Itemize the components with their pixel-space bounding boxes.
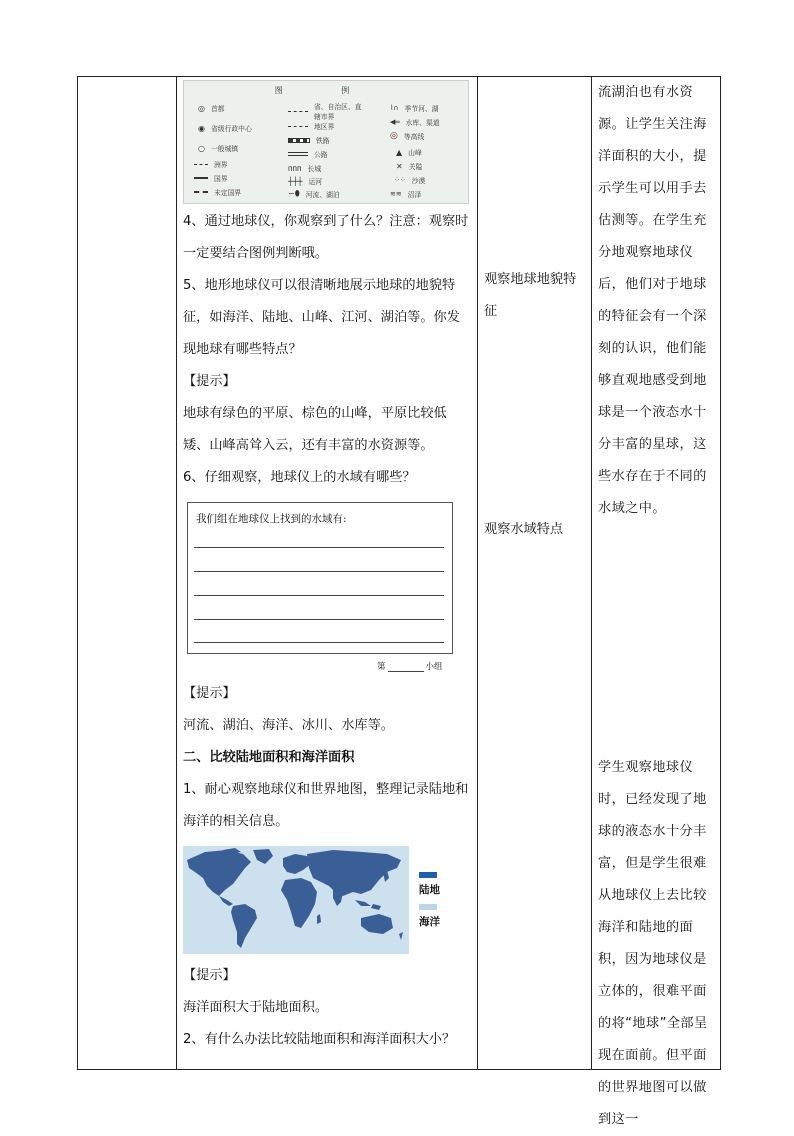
hint-text: 地球有绿色的平原、棕色的山峰，平原比较低矮、山峰高耸入云，还有丰富的水资源等。 (183, 406, 447, 453)
question-1: 1、耐心观察地球仪和世界地图，整理记录陆地和海洋的相关信息。 (183, 782, 469, 829)
legend-item: ┼┼┼ 运河 (288, 176, 323, 186)
design-intent-text-2: 学生观察地球仪时，已经发现了地球的液态水十分丰富，但是学生很难从地球仪上去比较海洋和陆地的面积，因为地球仪是立体的，很难平面的将“地球”全部呈现在面前。但平面的世界地图可以做到这一 (598, 760, 708, 1127)
worksheet-title: 我们组在地球仪上找到的水域有: (196, 513, 347, 525)
ocean-swatch (419, 904, 437, 910)
map-key-ocean: 海洋 (419, 916, 440, 928)
legend-item: 公路 (288, 149, 328, 159)
legend-item: 国界 (194, 173, 228, 183)
group-number-label: 第 小组 (377, 662, 443, 672)
blank-column-cell (78, 77, 177, 1070)
world-map-image (183, 846, 409, 954)
worksheet-image (187, 502, 453, 654)
blank-line (194, 642, 444, 643)
hint-text: 海洋面积大于陆地面积。 (183, 1000, 329, 1015)
design-intent-cell (592, 77, 721, 1127)
legend-item: ⌇∩ 季节河、湖 (390, 104, 439, 113)
legend-item: ◀═ 水库、渠道 (390, 118, 440, 127)
teaching-process-cell (177, 77, 478, 1070)
map-legend-image (183, 80, 469, 204)
student-activity-2: 观察水域特点 (484, 522, 564, 537)
blank-line (194, 619, 444, 620)
world-map-figure (183, 846, 473, 954)
question-4: 4、通过地球仪，你观察到了什么？注意：观察时一定要结合图例判断哦。 (183, 214, 469, 261)
legend-item: 铁路 (288, 135, 330, 145)
legend-item: ᴨᴨᴨ 长城 (288, 163, 322, 173)
legend-item: 省、自治区、直辖市界 (288, 101, 362, 121)
legend-item: ∽⬮ 河流、湖泊 (288, 189, 340, 199)
student-activity-1: 观察地球地貌特征 (484, 272, 577, 319)
legend-item: 未定国界 (194, 187, 241, 197)
legend-item: ✕ 关隘 (396, 161, 423, 171)
hint-label: 【提示】 (183, 374, 236, 389)
design-intent-text-1: 流湖泊也有水资源。让学生关注海洋面积的大小，提示学生可以用手去估测等。在学生充分地观察地球仪后，他们对于地球的特征会有一个深刻的认识，他们能够直观地感受到地球是一个液态水十分丰富的星球，这些水存在于不同的水域之中。 (598, 85, 707, 516)
legend-item: ≋≋ 沼泽 (390, 190, 422, 199)
question-6: 6、仔细观察，地球仪上的水域有哪些？ (183, 470, 416, 485)
legend-item: ◎ 首都 (198, 103, 225, 113)
blank-line (194, 571, 444, 572)
legend-item: ◉ 省级行政中心 (198, 123, 252, 133)
blank-line (194, 595, 444, 596)
map-key-land: 陆地 (419, 884, 440, 896)
question-5: 5、地形地球仪可以很清晰地展示地球的地貌特征，如海洋、陆地、山峰、江河、湖泊等。你发现地球有哪些特点？ (183, 278, 460, 357)
question-2: 2、有什么办法比较陆地面积和海洋面积大小？ (183, 1032, 456, 1047)
legend-item: ⁘⁘ 沙漠 (394, 176, 426, 185)
legend-item: ○ 一般城镇 (198, 143, 239, 153)
hint-label: 【提示】 (183, 686, 236, 701)
legend-item: ▲ 山峰 (396, 147, 422, 157)
land-swatch (419, 872, 437, 878)
lesson-plan-table (77, 76, 721, 1127)
blank-line (194, 547, 444, 548)
legend-item: 地区界 (288, 121, 334, 131)
legend-item: ◎ 等高线 (390, 131, 425, 141)
legend-item: 洲界 (194, 159, 228, 169)
legend-title: 图 例 (274, 86, 378, 95)
section-heading: 二、比较陆地面积和海洋面积 (183, 750, 355, 765)
hint-label: 【提示】 (183, 968, 236, 983)
student-activity-cell (478, 77, 592, 1070)
hint-text: 河流、湖泊、海洋、冰川、水库等。 (183, 718, 394, 733)
